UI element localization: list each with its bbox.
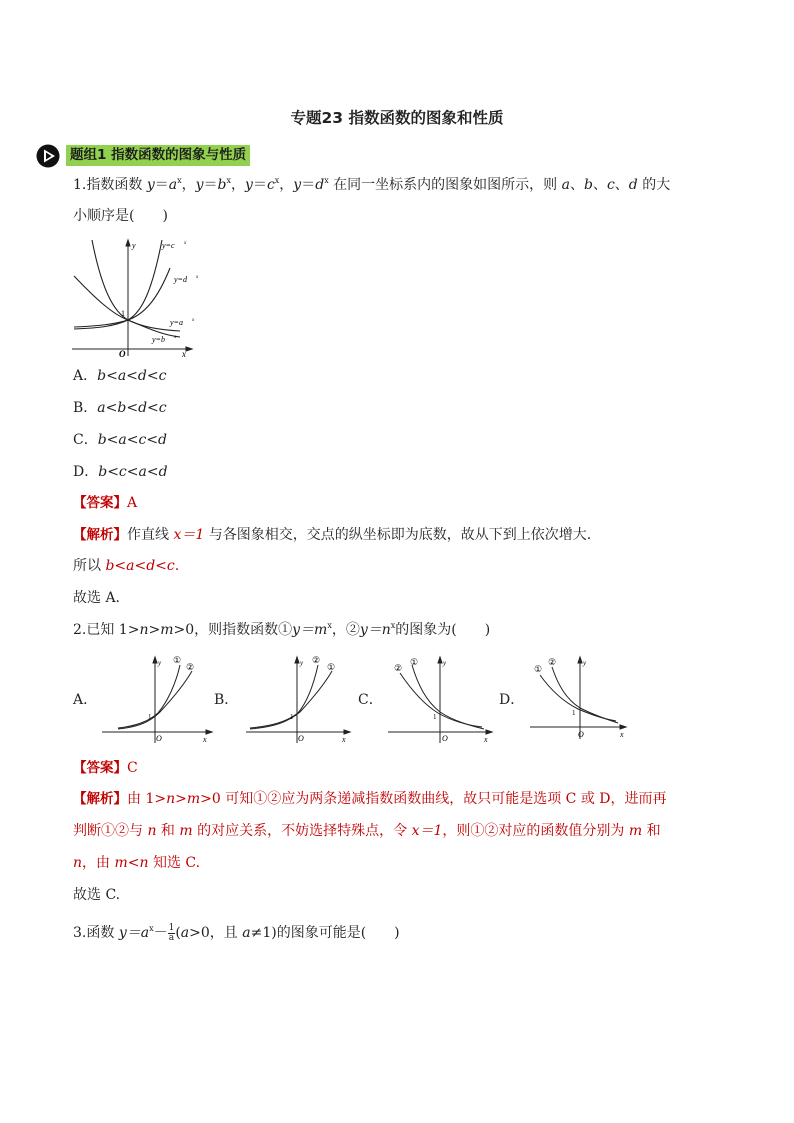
q2-graph-a[interactable] bbox=[100, 653, 218, 745]
q2-graph-d[interactable] bbox=[528, 653, 632, 745]
q3-stem: 3.函数 $y=a^x-$ $\frac{1}{a}$ (a>0，且 a≠1)的图象可能是( ) bbox=[73, 922, 400, 943]
label-y-bx: y=b bbox=[152, 335, 165, 344]
label-x: x bbox=[342, 735, 346, 744]
fraction: $\frac{1}{a}$ bbox=[168, 922, 175, 943]
label-origin: O bbox=[442, 734, 448, 743]
label-x: x bbox=[620, 730, 624, 739]
label-y: y bbox=[583, 659, 587, 667]
q2-analysis: 【解析】由 1>n>m>0 可知①②应为两条递减指数函数曲线，故只可能是选项 C 或 D，进而再 bbox=[73, 791, 667, 807]
section-label: 题组1 指数函数的图象与性质 bbox=[66, 145, 250, 166]
q2-graph-c[interactable] bbox=[386, 653, 498, 745]
q2-option-b-label[interactable]: B． bbox=[214, 692, 239, 708]
label-y: y bbox=[300, 659, 304, 667]
label-c2: ② bbox=[394, 663, 403, 673]
q1-option-a[interactable]: A．b<a<d<c bbox=[73, 368, 167, 384]
label-y-axis: y bbox=[132, 241, 136, 250]
q1-analysis: 【解析】作直线 x＝1 与各图象相交，交点的纵坐标即为底数，故从下到上依次增大. bbox=[73, 527, 592, 543]
q2-option-d-label[interactable]: D． bbox=[499, 692, 525, 708]
label-sup-b: x bbox=[174, 335, 177, 340]
label-one: 1 bbox=[148, 713, 152, 721]
q1-analysis-line2: 所以 b<a<d<c. bbox=[73, 558, 180, 574]
label-x: x bbox=[484, 735, 488, 744]
label-origin: O bbox=[298, 734, 304, 743]
page-title: 专题23 指数函数的图象和性质 bbox=[290, 109, 504, 127]
q2-answer: 【答案】C bbox=[73, 760, 138, 776]
play-arrow-icon bbox=[36, 144, 60, 168]
q2-graph-b[interactable] bbox=[244, 653, 356, 745]
label-y-ax: y=a bbox=[170, 318, 183, 327]
q1-stem-line2: 小顺序是( ) bbox=[73, 208, 168, 224]
q1-option-b[interactable]: B．a<b<d<c bbox=[73, 400, 167, 416]
label-x: x bbox=[203, 735, 207, 744]
label-y: y bbox=[158, 659, 162, 667]
q2-stem: 2.已知 1>n>m>0，则指数函数$①y=m^x$，$②y=n^x$的图象为( ) bbox=[73, 621, 491, 638]
label-one: 1 bbox=[433, 713, 437, 721]
label-one: 1 bbox=[572, 709, 576, 717]
label-origin: O bbox=[578, 730, 584, 739]
label-x-axis: x bbox=[182, 349, 186, 359]
label-c1: ① bbox=[327, 662, 336, 672]
q1-answer: 【答案】A bbox=[73, 495, 138, 511]
label-sup-d: x bbox=[196, 275, 199, 280]
q2-analysis-line2: 判断①②与 n 和 m 的对应关系，不妨选择特殊点，令 x＝1，则①②对应的函数值分别为 m 和 bbox=[73, 823, 661, 839]
label-origin: O bbox=[156, 734, 162, 743]
label-c2: ② bbox=[548, 657, 557, 667]
label-one: 1 bbox=[121, 309, 125, 318]
q2-conclusion: 故选 C. bbox=[73, 887, 121, 903]
q2-analysis-line3: n，由 m<n 知选 C. bbox=[73, 855, 201, 871]
label-sup-c: x bbox=[184, 241, 187, 246]
q2-option-a-label[interactable]: A． bbox=[73, 692, 98, 708]
label-y: y bbox=[443, 659, 447, 667]
q1-stem: 1.指数函数 $y=a^x$，$y=b^x$，$y=c^x$，$y=d^x$ 在同一坐标系内的图象如图所示，则 a、b、c、d 的大 bbox=[73, 176, 671, 193]
label-origin: O bbox=[119, 349, 126, 359]
q1-graph bbox=[70, 236, 199, 359]
label-y-dx: y=d bbox=[174, 275, 187, 284]
label-c2: ② bbox=[312, 655, 321, 665]
q1-option-d[interactable]: D．b<c<a<d bbox=[73, 464, 168, 480]
label-c2: ② bbox=[186, 662, 195, 672]
label-c1: ① bbox=[173, 655, 182, 665]
q2-option-c-label[interactable]: C． bbox=[358, 692, 383, 708]
label-sup-a: x bbox=[192, 318, 195, 323]
label-y-cx: y=c bbox=[162, 241, 175, 250]
label-c1: ① bbox=[410, 657, 419, 667]
label-c1: ① bbox=[534, 664, 543, 674]
q1-conclusion: 故选 A. bbox=[73, 590, 121, 606]
q1-option-c[interactable]: C．b<a<c<d bbox=[73, 432, 168, 448]
label-one: 1 bbox=[290, 713, 294, 721]
